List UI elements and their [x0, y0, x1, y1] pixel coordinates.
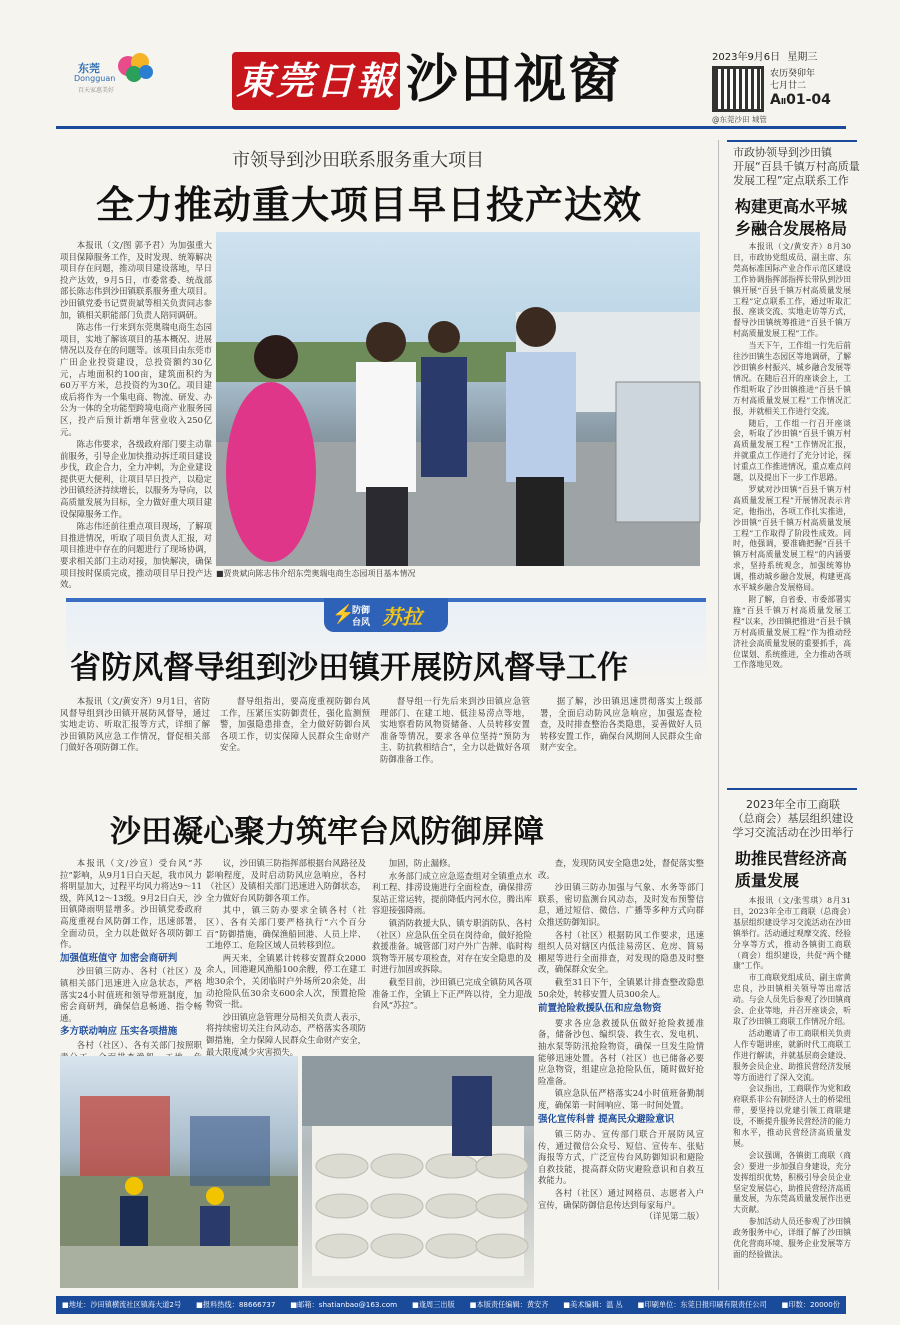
typhoon2-sub-1: 加强值班值守 加密会商研判 — [60, 952, 178, 964]
footer-schedule: ■逢周三出版 — [412, 1300, 455, 1309]
right-bottom-kicker — [731, 798, 855, 840]
city-logo-text: 东莞 — [78, 62, 100, 75]
footer-hotline: ■报料热线：88666737 — [196, 1300, 276, 1309]
page-label: A — [770, 92, 781, 108]
right-bottom-headline-line-1: 助推民营经济高 — [735, 849, 848, 868]
footer-circulation: ■印数：20000份 — [781, 1300, 840, 1309]
right-column-divider — [718, 140, 719, 1290]
typhoon-photo-2 — [302, 1056, 534, 1288]
lightning-icon: ⚡ — [332, 604, 355, 625]
typhoon2-b-para-1: 议，沙田镇三防指挥部根据台风路径及影响程度，及时启动防风应急响应，各村（社区）及镇相关部门迅速进入防御状态，全力做好台风防御各项工作。 — [206, 858, 366, 903]
right-top-kicker-line-2: 开展“百县千镇万村高质量 — [733, 160, 860, 173]
weekday: 星期三 — [787, 52, 818, 63]
typhoon-photo-1 — [60, 1056, 298, 1288]
right-bottom-para-2: 市工商联党组成员、副主席黄忠良，沙田镇相关领导等出席活动。与会人员先后参观了沙田镇商会、企业等地，并召开座谈会，听取了沙田镇工商联工作情况介绍。 — [733, 973, 851, 1026]
right-top-kicker-line-1: 市政协领导到沙田镇 — [733, 146, 832, 159]
right-top-kicker — [733, 146, 860, 188]
issue-date — [712, 48, 817, 63]
footer-email: ■邮箱：shatianbao@163.com — [290, 1300, 398, 1309]
typhoon-tag-line-2: 台风 — [352, 618, 371, 628]
typhoon2-sub-4: 强化宣传科普 提高民众避险意识 — [538, 1114, 675, 1126]
lead-para-4: 陈志伟还前往重点项目现场，了解项目推进情况，听取了项目负责人汇报，对项目推进中存在的问题进行了现场协调，要求相关部门主动对接，加快解决，确保项目按时保质完成，推动项目早日投产达效。 — [60, 521, 212, 590]
lead-photo-caption: ■贾贵斌向陈志伟介绍东莞奥瑞电商生态园项目基本情况 — [216, 569, 416, 578]
typhoon2-c-para-4: 截至目前，沙田镇已完成全镇防风各项准备工作，全镇上下正严阵以待，全力迎战台风“苏拉”。 — [372, 976, 532, 1011]
right-bottom-para-4: 会议指出，工商联作为党和政府联系非公有制经济人士的桥梁纽带，要坚持以党建引领工商联建设，不断提升服务民营经济的能力和水平，推动民营经济高质量发展。 — [733, 1084, 851, 1148]
typhoon-headline: 省防风督导组到沙田镇开展防风督导工作 — [70, 650, 628, 686]
lead-kicker: 市领导到沙田联系服务重大项目 — [232, 150, 484, 171]
footer-editor: ■本版责任编辑：黄安齐 — [469, 1300, 549, 1309]
typhoon-body-4 — [540, 696, 702, 798]
typhoon2-headline: 沙田凝心聚力筑牢台风防御屏障 — [110, 814, 544, 850]
typhoon-para-2: 督导组指出，要高度重视防御台风工作，压紧压实防御责任，强化监测预警，加强隐患排查，全力做好防御台风各项工作，切实保障人民群众生命财产安全。 — [220, 696, 370, 753]
right-top-kicker-line-3: 发展工程”定点联系工作 — [733, 174, 849, 187]
footer-bar — [56, 1296, 846, 1314]
typhoon2-col-1 — [60, 858, 202, 1052]
lead-headline: 全力推动重大项目早日投产达效 — [96, 183, 643, 227]
lead-para-2: 陈志伟一行来到东莞奥瑞电商生态园项目，实地了解该项目的基本概况、进展情况以及存在的问题等。该项目由东莞市广田企业投资建设，总投资额约30亿元，占地面积约100亩，建筑面积约为60万平方米，总投资约为30亿。项目建成后将作为一个集电商、物流、研发、办公为一体的全功能型跨境电商产业服务园区，投产后预计新增年营业收入250亿元。 — [60, 322, 212, 437]
city-logo-en: Dongguan — [74, 74, 116, 83]
typhoon2-d-para-3: 各村（社区）根据防风工作要求，迅速组织人员对辖区内低洼易涝区、危房、简易棚屋等进行全面排查，对发现的隐患及时整改，确保群众安全。 — [538, 929, 704, 975]
typhoon2-col-4 — [538, 858, 704, 1298]
typhoon-photo-2-scene — [302, 1056, 534, 1288]
typhoon-para-1: 本报讯（文/黄安齐）9月1日，省防风督导组到沙田镇开展防风督导，通过实地走访、听取汇报等方式，详细了解沙田镇防风应急工作情况，督促相关部门做好各项防御工作。 — [60, 696, 210, 753]
typhoon2-e-para-2: 镇应急队伍严格落实24小时值班备勤制度，确保第一时间响应、第一时间处置。 — [538, 1088, 704, 1110]
right-top-rule — [727, 140, 857, 142]
right-top-para-1: 本报讯（文/黄安齐）8月30日，市政协党组成员、副主席、东莞高标准国际产业合作示范区建设工作协调指挥部指挥长带队到沙田镇开展“百县千镇万村高质量发展工程”定点联系工作，通过听取汇报、座谈交流、实地走访等方式，督导沙田镇统筹推进“百县千镇万村高质量发展工程”工作。 — [733, 242, 851, 339]
typhoon-body-2 — [220, 696, 370, 798]
typhoon2-d-para-1: 查，发现防风安全隐患2处，督促落实整改。 — [538, 858, 704, 880]
qr-code-icon — [712, 66, 764, 112]
footer-art-editor: ■美术编辑：温 丛 — [563, 1300, 623, 1309]
lead-para-3: 陈志伟要求，各级政府部门要主动靠前服务，引导企业加快推动拆迁项目建设步伐，政企合力，全力冲刺，为企业建设提供更大便利，让项目早日投产，以稳定沙田镇经济持续增长，以服务为导向，以高质量发展为目标，全力做好重大项目建设保障服务工作。 — [60, 439, 212, 519]
typhoon2-c-para-3: 镇消防救援大队、镇专职消防队、各村（社区）应急队伍全员在岗待命，做好抢险救援准备。城管部门对户外广告牌、临时构筑物等开展专项检查，对存在安全隐患的及时进行加固或拆除。 — [372, 917, 532, 975]
qr-caption: @东莞沙田 城管 — [712, 115, 767, 124]
right-top-headline — [735, 196, 847, 240]
right-top-para-2: 当天下午，工作组一行先后前往沙田镇生态园区等地调研，了解沙田镇乡村振兴、城乡融合发展等情况。在随后召开的座谈会上，工作组听取了沙田镇推进“百县千镇万村高质量发展工程”工作情况汇报，并就相关工作进行交流。 — [733, 341, 851, 416]
page-num: 01-04 — [786, 92, 831, 108]
right-bottom-kicker-line-3: 学习交流活动在沙田举行 — [732, 826, 854, 839]
lead-body — [60, 240, 212, 590]
right-bottom-para-5: 会议强调，各镇街工商联（商会）要进一步加强自身建设，充分发挥组织优势，积极引导会员企业坚定发展信心，助推民营经济高质量发展，为东莞高质量发展作出更大贡献。 — [733, 1150, 851, 1215]
masthead-divider — [56, 126, 846, 129]
typhoon2-a-para-1: 本报讯（文/沙宣）受台风“苏拉”影响，从9月1日白天起，我市风力将明显加大，过程平均风力将达9～11级，阵风12～13级。9月2日白天，沙田镇降雨明显增多。沙田镇党委政府高度重视台风防御工作，迅速部署，全面动员，全力以赴做好各项防御工作。 — [60, 858, 202, 950]
right-bottom-headline-line-2: 质量发展 — [735, 871, 800, 890]
city-logo — [58, 44, 168, 100]
city-logo-tag: 百天家惠美好 — [78, 87, 115, 94]
right-top-para-3: 随后，工作组一行召开座谈会，听取了沙田镇“百县千镇万村高质量发展工程”工作情况汇报，并就重点工作进行了充分讨论，探讨重点工作推进情况，重点难点问题，以及提出下一步工作思路。 — [733, 418, 851, 483]
typhoon-tag-line-1: 防御 — [352, 606, 371, 616]
paper-name: 東莞日報 — [235, 58, 396, 103]
typhoon2-f-para-1: 镇三防办、宣传部门联合开展防风宣传，通过微信公众号、短信、宣传车、张贴海报等方式，广泛宣传台风防御知识和避险自救技能，提高群众防灾避险意识和自救互救能力。 — [538, 1129, 704, 1186]
section-title: 沙田视窗 — [406, 50, 623, 110]
typhoon2-a-para-2: 沙田镇三防办、各村（社区）及镇相关部门迅速进入应急状态，严格落实24小时值班和领导带班制度，加密会商研判，确保信息畅通、指令畅通。 — [60, 966, 202, 1023]
typhoon2-b-para-3: 两天来，全镇累计转移安置群众2000余人，回港避风渔船100余艘，停工在建工地30余个，关闭临时户外场所20余处，出动抢险队伍30余支600余人次，预置抢险物资一批。 — [206, 952, 366, 1010]
right-bottom-para-6: 参加活动人员还参观了沙田镇政务服务中心，详细了解了沙田镇优化营商环境、服务企业发展等方面的经验做法。 — [733, 1217, 851, 1259]
typhoon2-col-3 — [372, 858, 532, 1052]
typhoon2-sub-3: 前置抢险救援队伍和应急物资 — [538, 1003, 662, 1015]
typhoon-photo-1-scene — [60, 1056, 298, 1288]
right-bottom-body — [733, 896, 851, 1290]
typhoon2-a2-para-1: 各村（社区）、各有关部门按照职 — [76, 1039, 202, 1050]
right-top-body — [733, 242, 851, 742]
right-bottom-kicker-line-1: 2023年全市工商联 — [746, 798, 840, 811]
typhoon2-b-para-2: 其中，镇三防办要求全镇各村（社区）、各有关部门要严格执行“六个百分百”防御措施，确保渔船回港、人员上岸、工地停工、危险区域人员转移到位。 — [206, 905, 366, 951]
typhoon-tag — [324, 598, 448, 632]
typhoon2-f-para-2: 各村（社区）通过网格员、志愿者入户宣传，确保防御信息传达到每家每户。 — [538, 1188, 704, 1210]
date: 2023年9月6日 — [712, 52, 781, 63]
right-bottom-headline — [735, 848, 847, 892]
page-number: AⅡ01-04 — [770, 92, 831, 108]
typhoon-body-1 — [60, 696, 210, 798]
typhoon2-sub-2: 多方联动响应 压实各项措施 — [60, 1026, 178, 1038]
lead-para-1: 本报讯（文/图 郭予君）为加强重大项目保障服务工作，及时发现、统筹解决项目存在问题，推动项目建设落地，早日投产达效，9月5日，市委常委、统战部部长陈志伟到沙田镇联系服务重大项目。沙田镇党委书记贾贵斌等相关负责同志参加，镇相关职能部门负责人陪同调研。 — [60, 240, 212, 320]
footer-printer: ■印刷单位：东莞日报印刷有限责任公司 — [637, 1300, 767, 1309]
typhoon-tag-name: 苏拉 — [382, 605, 422, 629]
lead-photo-scene — [216, 232, 700, 566]
typhoon2-e-para-1: 要求各应急救援队伍做好抢险救援准备，储备沙包、编织袋、救生衣、发电机、抽水泵等防汛抢险物资，确保一旦发生险情能够迅速处置。各村（社区）也已储备必要应急物资，组建应急抢险队伍，随时做好抢险准备。 — [538, 1017, 704, 1086]
lunar-date-2: 七月廿二 — [770, 81, 807, 91]
typhoon-para-3: 督导组一行先后来到沙田镇应急管理部门、在建工地、低洼易涝点等地，实地察看防风物资储备、人员转移安置准备等情况，要求各单位坚持“预防为主、防抗救相结合”，全力以赴做好各项防御准备工作。 — [380, 696, 530, 764]
right-top-headline-line-2: 乡融合发展格局 — [735, 219, 848, 238]
right-top-headline-line-1: 构建更高水平城 — [735, 197, 848, 216]
typhoon2-b-para-4: 沙田镇应急管理分局相关负责人表示，将持续密切关注台风动态，严格落实各项防御措施，全力保障人民群众生命财产安全，最大限度减少灾害损失。 — [206, 1011, 366, 1057]
right-bottom-para-1: 本报讯（文/张雪琪）8月31日，2023年全市工商联（总商会）基层组织建设学习交流活动在沙田镇举行。活动通过观摩交流、经验分享等方式，推动各镇街工商联（商会）组织建设，共促“两个健康”工作。 — [733, 896, 851, 971]
right-top-para-4: 罗斌对沙田镇“百县千镇万村高质量发展工程”开展情况表示肯定，他指出，各项工作扎实推进，沙田镇“百县千镇万村高质量发展工程”工作取得了阶段性成效。同时，他强调，要准确把握“百县千镇万村高质量发展工程”的内涵要求，坚持系统观念，加强统筹协调，推动城乡融合发展，构建更高水平城乡融合发展格局。 — [733, 484, 851, 593]
typhoon2-c-para-1: 加固，防止漏修。 — [388, 858, 456, 868]
right-bottom-rule — [727, 788, 857, 790]
lead-photo — [216, 232, 700, 566]
typhoon2-d-para-2: 沙田镇三防办加强与气象、水务等部门联系，密切监测台风动态，及时发布预警信息，通过短信、微信、广播等多种方式向群众推送防御知识。 — [538, 882, 704, 927]
typhoon2-col-2 — [206, 858, 366, 1057]
lunar-date-1: 农历癸卯年 — [770, 69, 816, 79]
typhoon2-d-para-4: 截至31日下午，全镇累计排查整改隐患50余处，转移安置人员300余人。 — [538, 976, 704, 999]
paper-name-block — [232, 52, 400, 110]
right-bottom-para-3: 活动邀请了市工商联相关负责人作专题讲座，就新时代工商联工作进行解读，并就基层商会建设、服务会员企业、助推民营经济发展等方面进行了深入交流。 — [733, 1028, 851, 1082]
footer-address: ■地址：沙田镇横流社区镇海大道2号 — [62, 1300, 182, 1309]
typhoon2-c-para-2: 水务部门成立应急巡查组对全镇重点水利工程、排涝设施进行全面检查，确保排涝泵站正常运转，提前降低内河水位，腾出库容迎接强降雨。 — [372, 870, 532, 916]
right-bottom-kicker-line-2: （总商会）基层组织建设 — [732, 812, 854, 825]
right-top-para-5: 附了解，自省委、市委部署实施“百县千镇万村高质量发展工程”以来，沙田镇把推进“百县千镇万村高质量发展工程”作为推动经济社会高质量发展的重要抓手，高位谋划、系统推进，全力推动各项工作落地见效。 — [733, 595, 851, 670]
typhoon-para-4: 据了解，沙田镇迅速贯彻落实上级部署，全面启动防风应急响应，加强巡查检查，及时排查整治各类隐患，妥善做好人员转移安置工作，确保台风期间人民群众生命财产安全。 — [540, 696, 702, 753]
typhoon-body-3 — [380, 696, 530, 798]
continue-note: （详见第二版） — [644, 1212, 704, 1223]
